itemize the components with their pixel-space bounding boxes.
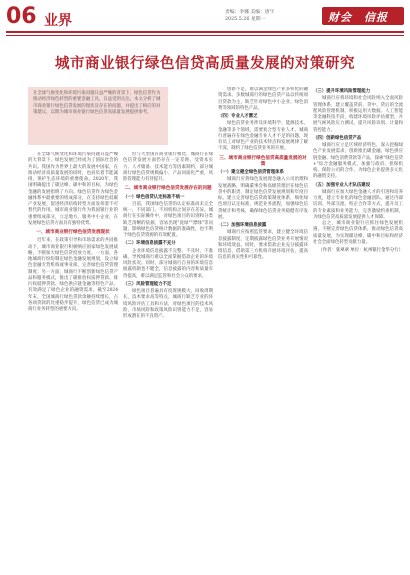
- paragraph: 城商行应将绿色发展理念融入公司治理和发展战略，明确董事会和高级管理层在绿色信贷中的职责，制定绿色信贷发展规划和年度目标。建立完善绿色信贷政策制度体系，细化绿色项目认定标准，规范业务流程，加强绿色信贷统计和考核，确保绿色信贷业务稳健有序发展。: [218, 177, 308, 220]
- subsection-heading: （五）加强专业人才队伍建设: [313, 182, 371, 188]
- subsection-heading: （四）创新绿色信贷产品: [313, 135, 362, 141]
- text-column-1: [28, 152, 118, 571]
- date-line: 2025.5.26 星期一: [225, 17, 266, 22]
- paragraph: 创新不足，难以满足绿色产业多样化的融资需求。多数城商行的绿色信贷产品以传统项目贷款为主，缺乏针对绿色中小企业、绿色消费等领域的特色产品。: [218, 87, 308, 111]
- article-title: 城市商业银行绿色信贷高质量发展的对策研究: [55, 56, 355, 72]
- section-heading: 一、城市商业银行绿色信贷发展现状: [36, 230, 110, 235]
- edition-meta: [225, 9, 275, 23]
- page-header: [0, 0, 410, 40]
- subsection-heading: （一）绿色信贷认定标准不统一: [123, 194, 185, 200]
- paragraph: 总之，城市商业银行应抓住绿色发展机遇，不断完善绿色信贷体系，推动绿色信贷高质量发展，为实现碳达峰、碳中和目标和经济社会全面绿色转型贡献力量。: [313, 221, 403, 245]
- article-abstract: 在全球气候变化和环境污染问题日益严峻的背景下，绿色信贷作为推动经济绿色转型的重要金融工具，日益受到关注。本文分析了城市商业银行绿色信贷发展的现状及存在的问题，并提出了相应的对策建议，以期为城市商业银行绿色信贷高质量发展提供参考。: [28, 87, 168, 145]
- paragraph: 但与大型国有商业银行相比，城商行在绿色信贷发展方面仍存在一定差距。受资本实力、人才储备、技术能力等因素制约，部分城商行绿色信贷规模偏小、产品同质化严重，风险管理能力有待提升。: [123, 152, 213, 182]
- section-name: 业界: [44, 13, 72, 29]
- page-number: 06: [6, 4, 37, 29]
- paragraph: 城商行应按照监管要求，建立健全环境信息披露制度，定期披露绿色信贷业务开展情况和环境效益。同时，要求借款企业充分披露环境信息，借助第三方机构开展环境评估，提高信息的真实性和可靠性。: [218, 230, 308, 261]
- newspaper-logo: [322, 7, 404, 25]
- section-heading: 三、城市商业银行绿色信贷高质量发展的对策: [219, 155, 307, 167]
- subsection-heading: （四）专业人才匮乏: [218, 114, 258, 119]
- paragraph: 绿色项目普遍具有投资规模大、回收周期长、技术要求高等特点，城商行缺乏专业的环境风险评估工具和方法，对绿色项目的技术风险、市场风险和政策风险识别能力不足，容易形成潜在的不良资产。: [123, 289, 213, 319]
- paragraph: 在全球气候变化和环境污染问题日益严峻的大背景下，绿色发展已经成为了国际社会的共识。我国作为世界上最大的发展中国家，在推动经济高质量发展的同时，也肩负着节能减排、保护生态环境的重要使命。2020年，我国明确提出了碳达峰、碳中和的目标，为绿色金融的发展指明了方向。绿色信贷作为绿色金融体系中最重要的组成部分，在支持绿色低碳产业发展、促进经济结构转型方面发挥着不可替代的作用。城市商业银行作为我国银行业的重要组成部分，立足地方、服务中小企业，在发展绿色信贷方面具有独特优势。: [28, 152, 118, 226]
- author-credit: （作者：张翠翠 单位：杭州银行金华分行）: [318, 248, 403, 253]
- text-column-4: [313, 87, 403, 571]
- header-rule-thick: [6, 31, 404, 33]
- paragraph: 目前，我国绿色信贷的认定标准尚未完全统一，不同部门、不同机构之间存在差异。城商行在实际操作中，对绿色项目的识别和分类缺乏清晰的依据，容易出现"洗绿""漂绿"等问题，影响绿色信贷统计数据的准确性，也不利于绿色信贷资源的有效配置。: [123, 201, 213, 238]
- subsection-heading: （三）风险管理能力不足: [123, 281, 172, 287]
- paragraph: 城商行应立足区域经济特色，深入挖掘绿色产业发展需求，创新推出碳金融、绿色供应链金融、绿色消费贷款等产品，探索"绿色信贷+"综合金融服务模式，加强与政府、担保机构、保险公司的合作，为绿色企业提供多元化的融资支持。: [313, 143, 403, 180]
- text-column-3: [218, 87, 308, 571]
- paragraph: 企业环境信息披露不完整、不及时、不准确，导致城商行难以全面掌握借款企业的环境风险状况。同时，部分城商行自身的环境信息披露机制也不健全，信息披露的内容和质量有待提高，难以满足监管和社会公众的要求。: [123, 248, 213, 279]
- logo-text-left: 财会: [328, 11, 352, 24]
- paragraph: 绿色信贷业务涉及环境科学、能源技术、金融等多个领域，需要复合型专业人才。城商行普遍存在绿色金融专业人才不足的问题，现有员工对绿色产业的技术特点和发展规律了解不深，制约了绿色信贷业务的开展。: [218, 121, 308, 152]
- subsection-heading: （一）建立健全绿色信贷管理体系: [218, 170, 284, 175]
- editors-line: 责编：李娜 美编：唐宇: [225, 10, 275, 15]
- paragraph: 近年来，在政策引导和市场需求的共同推动下，城市商业银行积极响应国家绿色发展战略，不断加大绿色信贷投放力度。一方面，各地城商行纷纷制定绿色金融发展规划，设立绿色金融专营机构或事业部，完善绿色信贷管理制度；另一方面，城商行不断创新绿色信贷产品和服务模式，推出了碳排放权质押贷款、排污权抵押贷款、绿色供应链金融等特色产品，有效满足了绿色企业的融资需求。截至2024年末，全国城商行绿色贷款余额持续增长，占各项贷款的比重稳步提升，绿色信贷已成为城商行业务转型的重要方向。: [28, 238, 118, 312]
- subsection-heading: （二）加强环境信息披露: [218, 223, 267, 228]
- subsection-heading: （二）环境信息披露不充分: [123, 241, 176, 247]
- text-column-2: [123, 152, 213, 571]
- section-heading: 二、城市商业银行绿色信贷发展存在的问题: [124, 186, 212, 192]
- subsection-heading: （三）提升环境风险管理能力: [313, 89, 371, 94]
- paragraph: 城商行应加大绿色金融人才的引进和培养力度，建立专业化的绿色金融团队。通过内部培训、外部交流、校企合作等方式，提升员工的专业素质和业务能力，完善激励约束机制，为绿色信贷高质量发展提供人才保障。: [313, 189, 403, 220]
- paragraph: 城商行应将环境和社会风险纳入全面风险管理体系，建立覆盖贷前、贷中、贷后的全流程风险管理机制。积极运用大数据、人工智能等金融科技手段，构建环境风险评估模型，开展气候风险压力测试，提升风险识别、计量和管控能力。: [313, 96, 403, 133]
- header-rule-thin: [6, 35, 404, 36]
- logo-text-right: 信报: [364, 11, 388, 24]
